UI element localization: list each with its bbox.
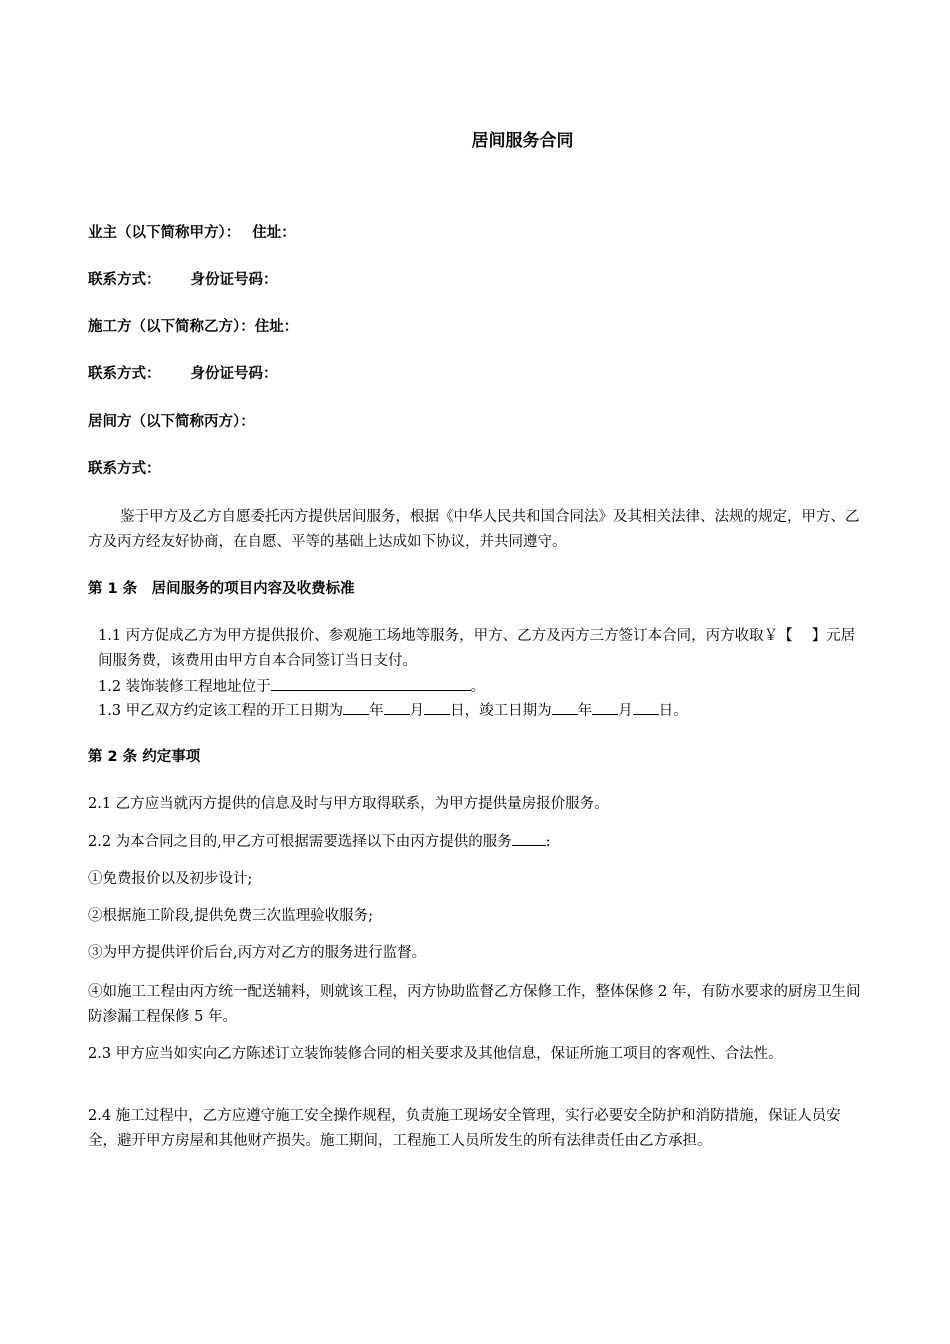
clause-2-3: 2.3 甲方应当如实向乙方陈述订立装饰装修合同的相关要求及其他信息，保证所施工项目的客观性、合法性。 bbox=[88, 1046, 783, 1062]
broker-label: 居间方（以下简称丙方）： bbox=[88, 414, 255, 430]
builder-contact-line bbox=[88, 362, 862, 386]
address-blank bbox=[271, 676, 471, 691]
owner-id-label: 身份证号码： bbox=[190, 272, 278, 288]
builder-contact-label: 联系方式： bbox=[88, 366, 161, 382]
year-label-2: 年 bbox=[577, 703, 593, 719]
clause-2-2 bbox=[88, 830, 862, 854]
clause-1-2-suffix: 。 bbox=[470, 679, 486, 695]
owner-line bbox=[88, 221, 862, 245]
broker-contact-line bbox=[88, 457, 862, 481]
month-label: 月 bbox=[409, 703, 425, 719]
owner-address-label: 住址： bbox=[252, 225, 296, 241]
start-month-blank bbox=[384, 700, 410, 715]
completion-label: 日，竣工日期为 bbox=[450, 703, 552, 719]
owner-contact-line bbox=[88, 268, 862, 292]
end-day-blank bbox=[633, 700, 659, 715]
clause-1-2 bbox=[98, 675, 862, 699]
month-label-2: 月 bbox=[618, 703, 633, 719]
clause-1-3-start: 1.3 甲乙双方约定该工程的开工日期为 bbox=[98, 703, 344, 719]
service-choice-blank bbox=[512, 831, 546, 846]
owner-label: 业主（以下简称甲方）： bbox=[88, 225, 241, 241]
preamble: 鉴于甲方及乙方自愿委托丙方提供居间服务，根据《中华人民共和国合同法》及其相关法律、法规的规定，甲方、乙方及丙方经友好协商，在自愿、平等的基础上达成如下协议，并共同遵守。 bbox=[88, 509, 860, 550]
clause-1-3 bbox=[98, 699, 862, 723]
builder-address-label: 住址： bbox=[254, 319, 299, 335]
day-end-label: 日。 bbox=[658, 703, 688, 719]
owner-contact-label: 联系方式： bbox=[88, 272, 161, 288]
clause-2-2-text: 2.2 为本合同之目的,甲乙方可根据需要选择以下由丙方提供的服务 bbox=[88, 834, 512, 850]
option-2: ②根据施工阶段,提供免费三次监理验收服务; bbox=[88, 908, 373, 924]
end-year-blank bbox=[552, 700, 578, 715]
option-4: ④如施工工程由丙方统一配送辅料，则就该工程，丙方协助监督乙方保修工作，整体保修 2 年，有防水要求的厨房卫生间防渗漏工程保修 5 年。 bbox=[88, 984, 861, 1025]
builder-label: 施工方（以下简称乙方）： bbox=[88, 319, 255, 335]
article1-heading: 第 1 条 居间服务的项目内容及收费标准 bbox=[88, 581, 355, 597]
start-year-blank bbox=[343, 700, 369, 715]
broker-contact-label: 联系方式： bbox=[88, 461, 161, 477]
broker-line bbox=[88, 410, 862, 434]
option-1: ①免费报价以及初步设计; bbox=[88, 871, 253, 887]
end-month-blank bbox=[592, 700, 618, 715]
year-label: 年 bbox=[369, 703, 384, 719]
builder-line bbox=[88, 315, 862, 339]
builder-id-label: 身份证号码： bbox=[190, 366, 278, 382]
clause-2-2-colon: : bbox=[545, 834, 551, 850]
clause-1-1: 1.1 丙方促成乙方为甲方提供报价、参观施工场地等服务，甲方、乙方及丙方三方签订本合同，丙方收取￥【 】元居间服务费，该费用由甲方自本合同签订当日支付。 bbox=[98, 628, 856, 669]
clause-2-1: 2.1 乙方应当就丙方提供的信息及时与甲方取得联系，为甲方提供量房报价服务。 bbox=[88, 796, 609, 812]
start-day-blank bbox=[424, 700, 450, 715]
page-title: 居间服务合同 bbox=[471, 131, 574, 151]
article2-heading: 第 2 条 约定事项 bbox=[88, 749, 201, 765]
clause-1-2-prefix: 1.2 装饰装修工程地址位于 bbox=[98, 679, 271, 695]
option-3: ③为甲方提供评价后台,丙方对乙方的服务进行监督。 bbox=[88, 945, 427, 961]
clause-2-4: 2.4 施工过程中，乙方应遵守施工安全操作规程，负责施工现场安全管理，实行必要安全防护和消防措施，保证人员安全，避开甲方房屋和其他财产损失。施工期间，工程施工人员所发生的所有法律责任由乙方承担。 bbox=[88, 1108, 841, 1149]
